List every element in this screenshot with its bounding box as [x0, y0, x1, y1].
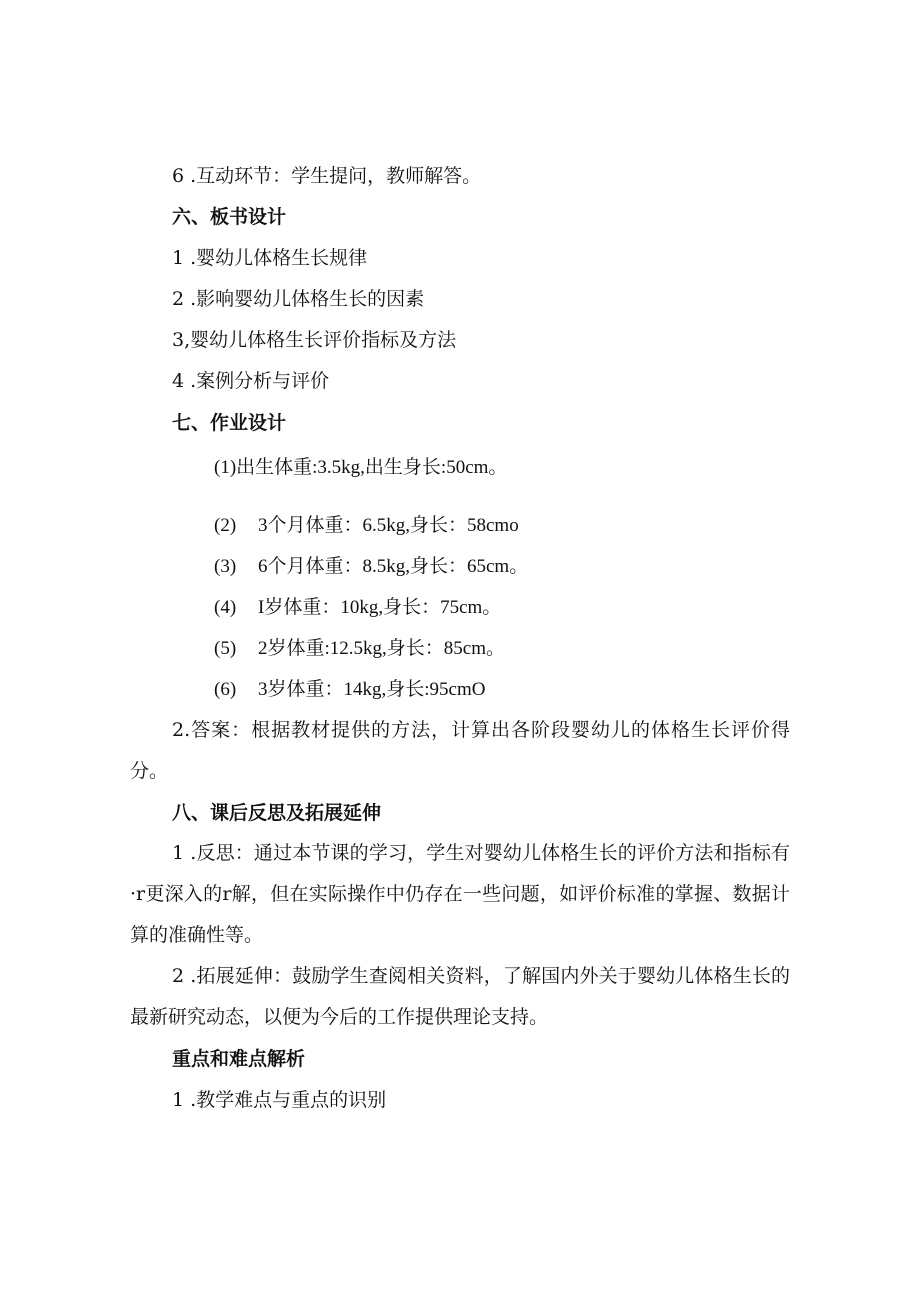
section-heading-reflection: 八、课后反思及拓展延伸	[172, 802, 382, 824]
section-heading-board-design: 六、板书设计	[172, 206, 287, 228]
homework-data-3-num: (3)	[214, 556, 237, 577]
board-item-1: 1 .婴幼儿体格生长规律	[172, 247, 368, 269]
interaction-item: 6 .互动环节：学生提问，教师解答。	[172, 165, 482, 187]
homework-data-5-num: (5)	[214, 638, 237, 659]
homework-data-6	[214, 678, 485, 702]
homework-data-5-text: 2岁体重:12.5kg,身长：85cm。	[258, 638, 505, 659]
homework-data-3-text: 6个月体重：8.5kg,身长：65cm。	[258, 556, 529, 577]
homework-data-2	[214, 514, 519, 538]
homework-data-5	[214, 637, 505, 661]
homework-answer: 2.答案：根据教材提供的方法，计算出各阶段婴幼儿的体格生长评价得分。	[130, 719, 790, 782]
homework-data-4-num: (4)	[214, 597, 237, 618]
homework-data-2-num: (2)	[214, 515, 237, 536]
board-item-4: 4 .案例分析与评价	[172, 370, 330, 392]
homework-data-6-text: 3岁体重：14kg,身长:95cmO	[258, 679, 486, 700]
section-heading-homework: 七、作业设计	[172, 412, 287, 434]
homework-data-6-num: (6)	[214, 679, 237, 700]
key-points-heading: 重点和难点解析	[172, 1048, 306, 1070]
board-item-3: 3,婴幼儿体格生长评价指标及方法	[172, 329, 457, 351]
reflection-paragraph: 1 .反思：通过本节课的学习，学生对婴幼儿体格生长的评价方法和指标有·r更深入的r解，但在实际操作中仍存在一些问题，如评价标准的掌握、数据计算的准确性等。	[130, 842, 790, 946]
board-item-2: 2 .影响婴幼儿体格生长的因素	[172, 288, 425, 310]
homework-data-4	[214, 596, 501, 620]
homework-data-2-text: 3个月体重：6.5kg,身长：58cmo	[258, 515, 519, 536]
homework-data-4-text: I岁体重：10kg,身长：75cm。	[258, 597, 502, 618]
homework-data-3	[214, 555, 528, 579]
homework-data-1	[214, 456, 507, 480]
extension-paragraph: 2 .拓展延伸：鼓励学生查阅相关资料，了解国内外关于婴幼儿体格生长的最新研究动态，以便为今后的工作提供理论支持。	[130, 965, 790, 1028]
key-points-item-1: 1 .教学难点与重点的识别	[172, 1089, 387, 1111]
homework-data-1-text: (1)出生体重:3.5kg,出生身长:50cm。	[214, 457, 508, 478]
